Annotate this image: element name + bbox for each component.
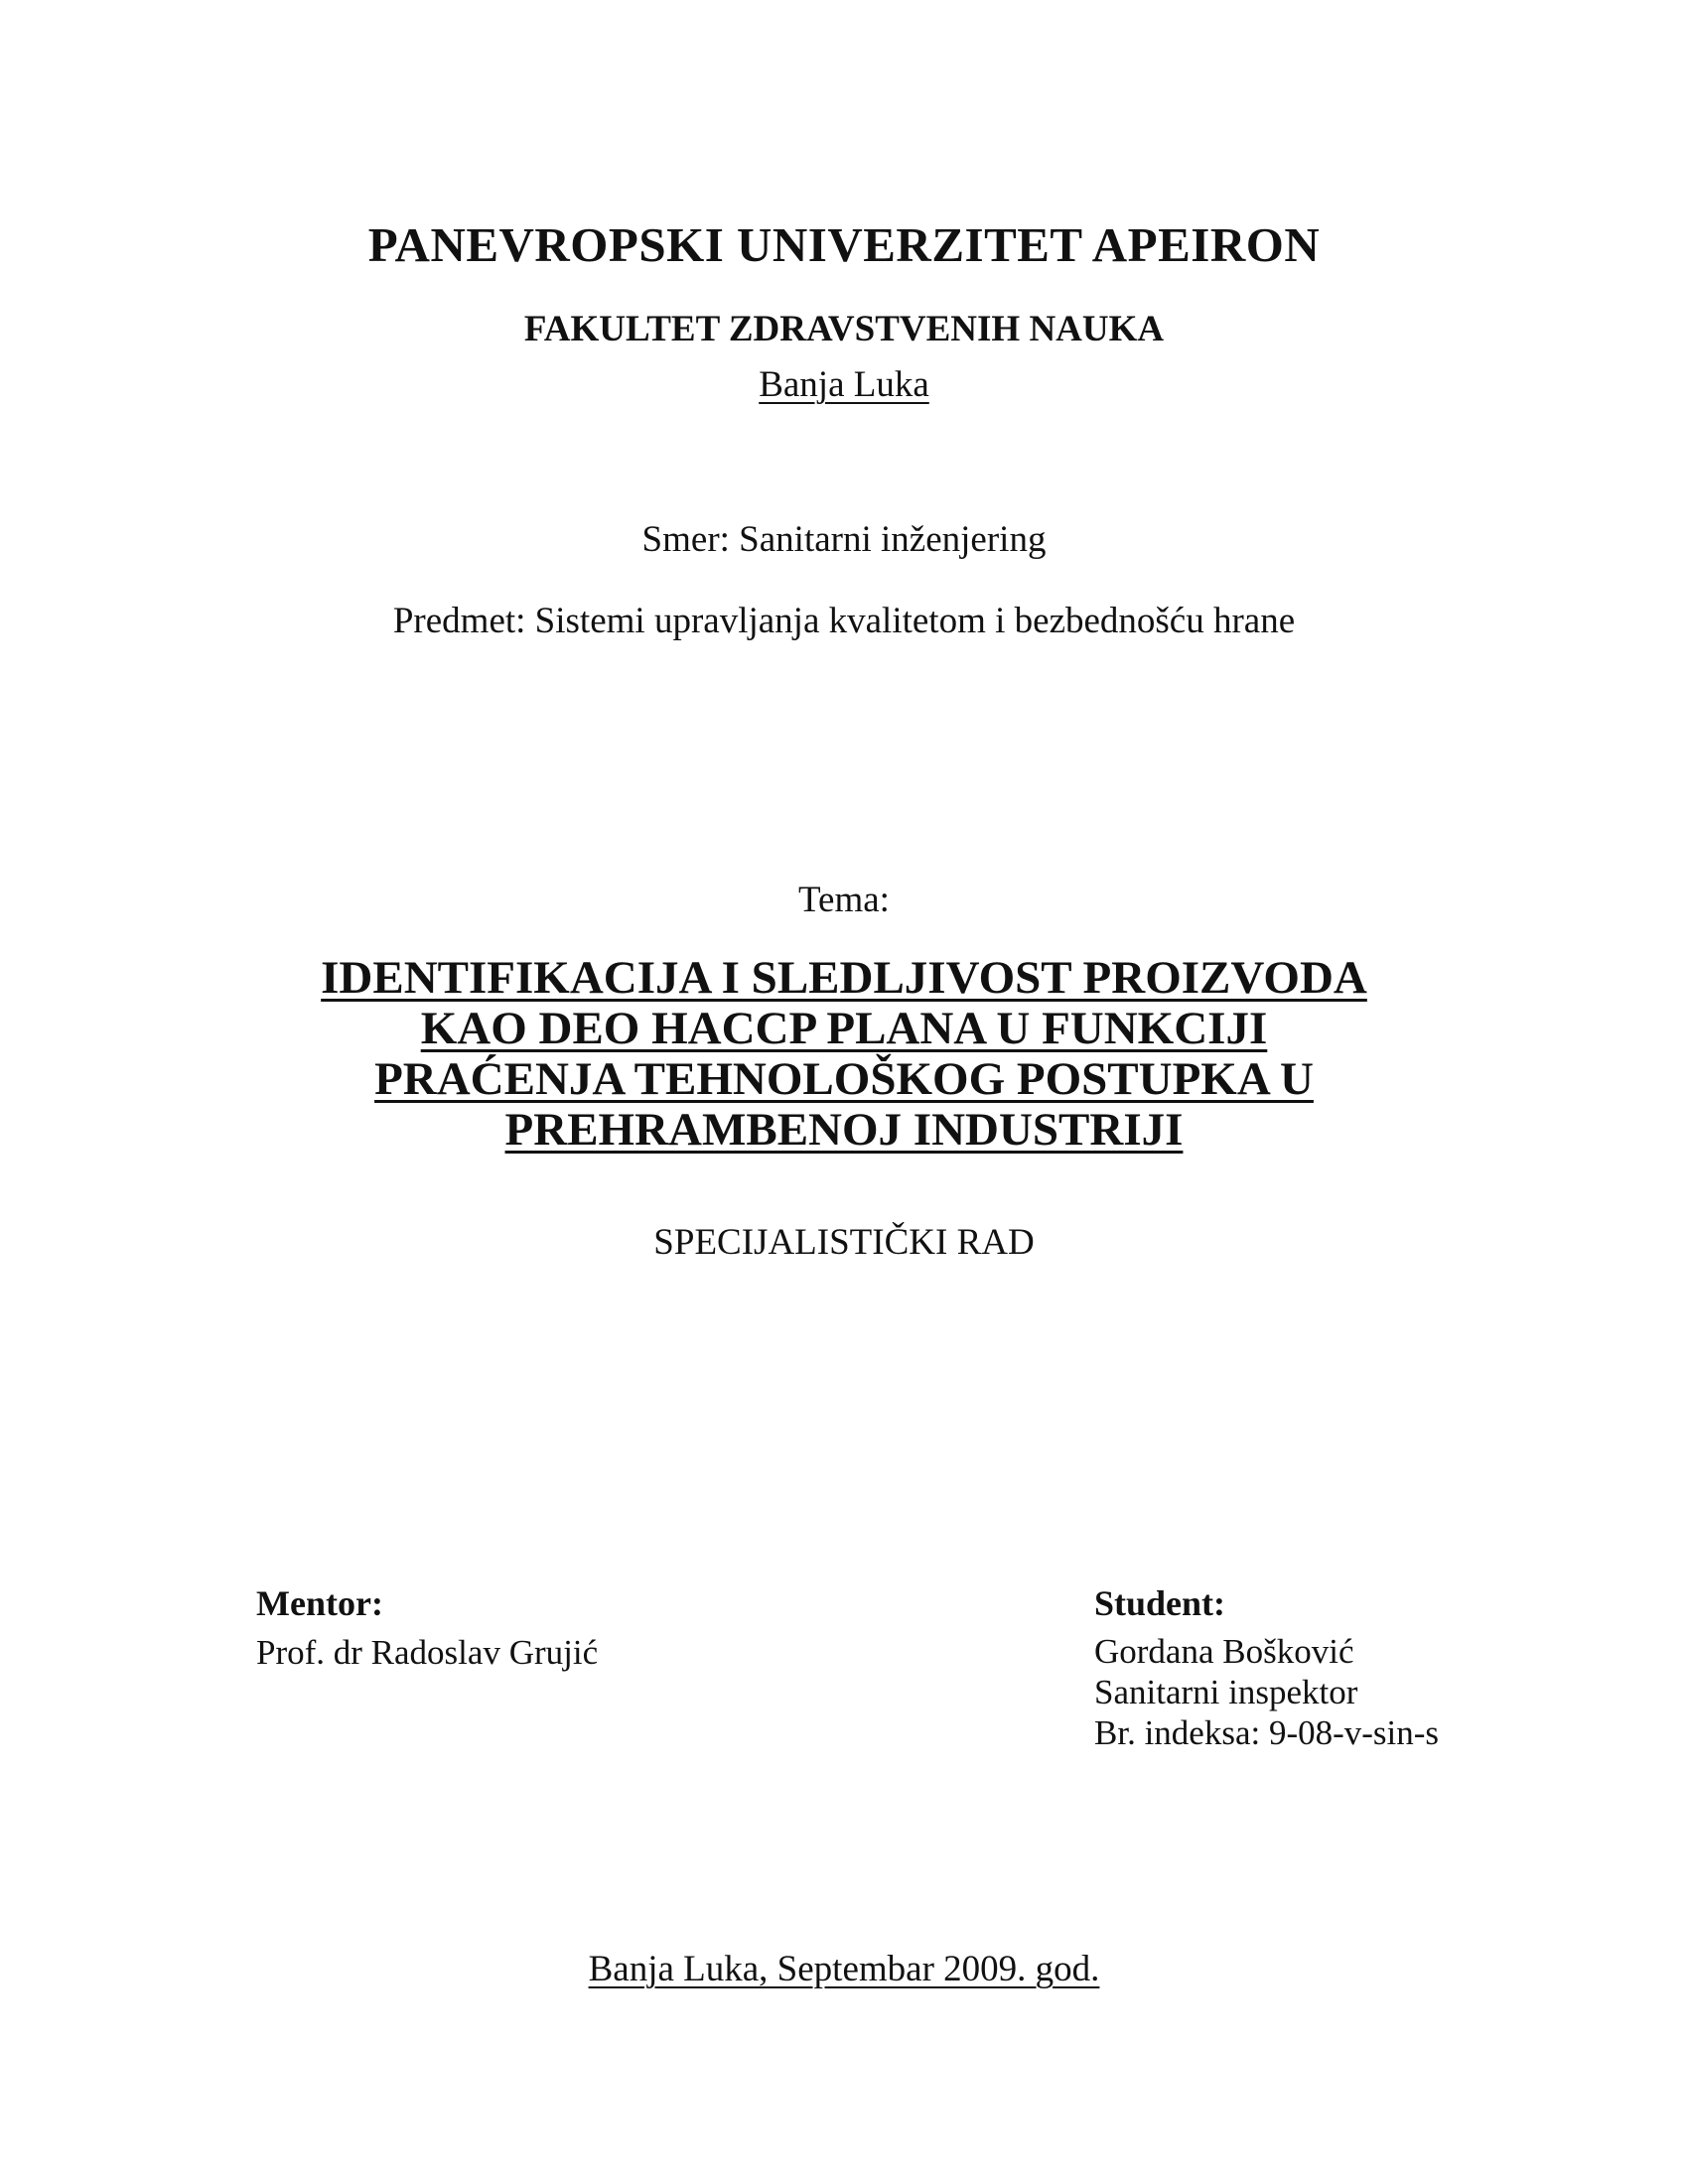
student-heading: Student: <box>1094 1583 1226 1623</box>
student-role: Sanitarni inspektor <box>1094 1673 1358 1711</box>
mentor-name: Prof. dr Radoslav Grujić <box>256 1633 599 1672</box>
place-and-date: Banja Luka, Septembar 2009. god. <box>588 1949 1100 1989</box>
thesis-title-line: PRAĆENJA TEHNOLOŠKOG POSTUPKA U <box>374 1053 1314 1105</box>
university-name: PANEVROPSKI UNIVERZITET APEIRON <box>367 217 1321 272</box>
student-index: Br. indeksa: 9-08-v-sin-s <box>1094 1713 1440 1752</box>
topic-label: Tema: <box>798 880 890 920</box>
student-name: Gordana Bošković <box>1094 1632 1354 1671</box>
thesis-title-line: KAO DEO HACCP PLANA U FUNKCIJI <box>420 1003 1268 1054</box>
thesis-title <box>0 953 1688 1156</box>
faculty-name: FAKULTET ZDRAVSTVENIH NAUKA <box>523 309 1165 349</box>
course-subject: Predmet: Sistemi upravljanja kvalitetom i bezbednošću hrane <box>392 601 1296 641</box>
thesis-title-line: IDENTIFIKACIJA I SLEDLJIVOST PROIZVODA <box>321 952 1367 1004</box>
study-direction: Smer: Sanitarni inženjering <box>641 519 1047 560</box>
work-type: SPECIJALISTIČKI RAD <box>653 1222 1035 1263</box>
student-block <box>1094 1581 1439 1753</box>
thesis-title-line: PREHRAMBENOJ INDUSTRIJI <box>504 1104 1184 1156</box>
city-name: Banja Luka <box>759 364 929 405</box>
mentor-heading: Mentor: <box>256 1583 383 1623</box>
mentor-block <box>256 1581 598 1675</box>
